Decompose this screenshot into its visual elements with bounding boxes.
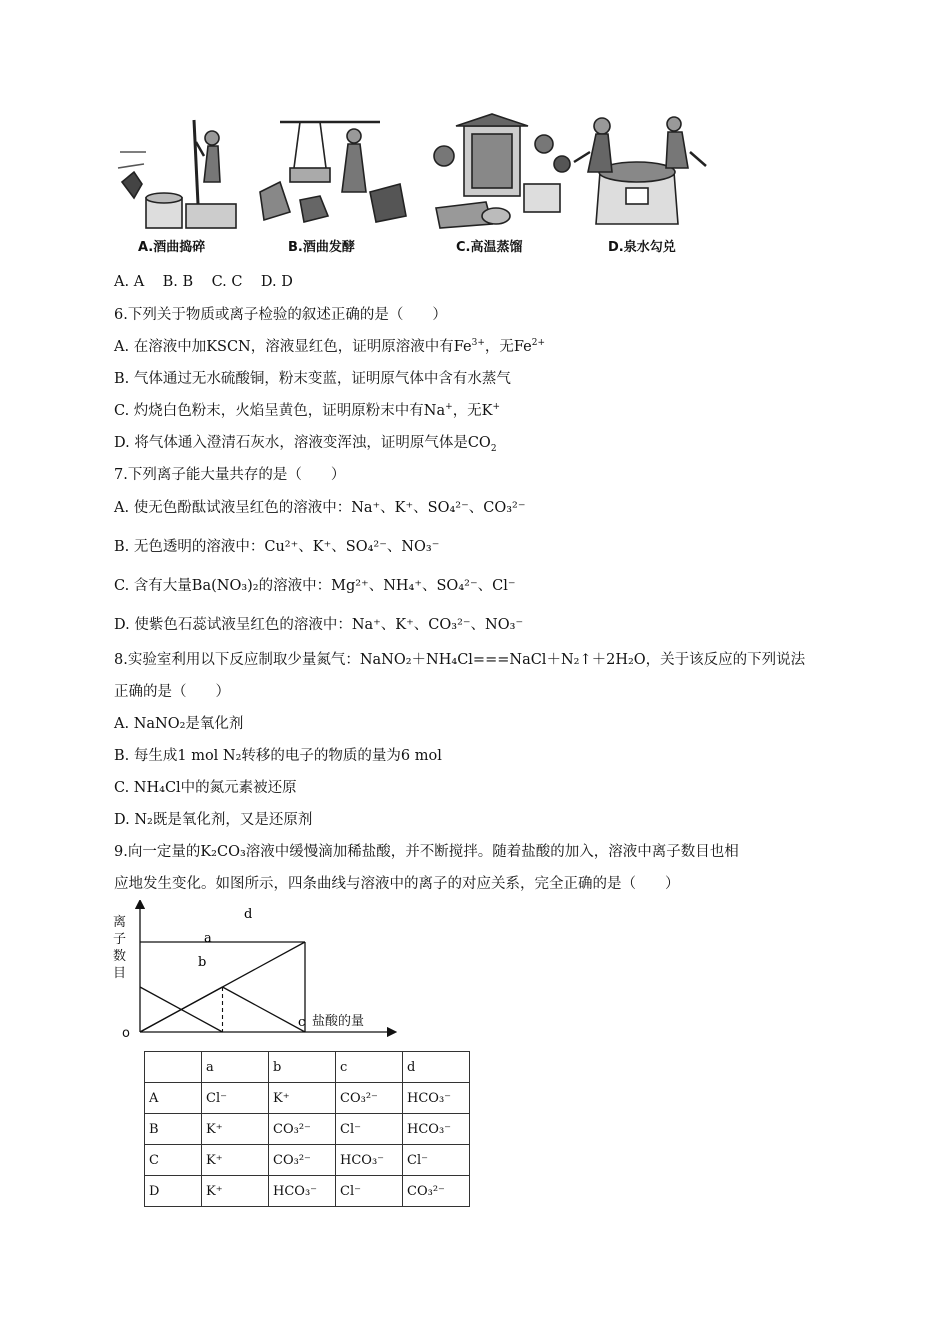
q7-option-c: C. 含有大量Ba(NO₃)₂的溶液中：Mg²⁺、NH₄⁺、SO₄²⁻、Cl⁻	[114, 578, 516, 594]
blending-scene-icon	[570, 112, 710, 234]
illustration-caption-a: A.酒曲捣碎	[138, 240, 206, 255]
table-row	[145, 1114, 470, 1145]
q7-option-a: A. 使无色酚酞试液呈红色的溶液中：Na⁺、K⁺、SO₄²⁻、CO₃²⁻	[114, 500, 526, 516]
x-axis-label: 盐酸的量	[312, 1014, 365, 1029]
q9-stem-line1: 9.向一定量的K₂CO₃溶液中缓慢滴加稀盐酸，并不断搅拌。随着盐酸的加入，溶液中离子数目也相	[114, 844, 739, 860]
series-layer	[140, 942, 305, 1032]
table-row	[145, 1083, 470, 1114]
q8-option-c: C. NH₄Cl中的氮元素被还原	[114, 780, 297, 796]
table-cell: Cl⁻	[336, 1176, 403, 1207]
q8-option-b: B. 每生成1 mol N₂转移的电子的物质的量为6 mol	[114, 748, 442, 764]
q8-stem-line2: 正确的是（ ）	[114, 684, 230, 700]
answer-table-body	[145, 1052, 470, 1207]
table-cell: b	[269, 1052, 336, 1083]
q6-a-text: A. 在溶液中加KSCN，溶液显红色，证明原溶液中有Fe	[114, 339, 472, 355]
pounding-scene-icon	[116, 112, 246, 234]
label-layer	[198, 907, 305, 1030]
q7-option-d: D. 使紫色石蕊试液呈红色的溶液中：Na⁺、K⁺、CO₃²⁻、NO₃⁻	[114, 617, 524, 633]
table-cell: CO₃²⁻	[269, 1114, 336, 1145]
q6-stem: 6.下列关于物质或离子检验的叙述正确的是（ ）	[114, 307, 447, 323]
table-cell: HCO₃⁻	[403, 1083, 470, 1114]
table-cell: HCO₃⁻	[269, 1176, 336, 1207]
ion-count-chart	[110, 900, 410, 1042]
series-line-c	[223, 987, 306, 1032]
q8-option-a: A. NaNO₂是氧化剂	[114, 716, 244, 732]
table-cell: K⁺	[269, 1083, 336, 1114]
table-cell: C	[145, 1145, 202, 1176]
q6-d-text: D. 将气体通入澄清石灰水，溶液变浑浊，证明原气体是CO	[114, 435, 491, 451]
table-cell: A	[145, 1083, 202, 1114]
distillation-scene-icon	[426, 112, 576, 234]
q6-a-sup1: 3+	[471, 338, 485, 349]
fermentation-scene-icon	[250, 112, 410, 234]
q6-option-c	[114, 401, 500, 421]
table-cell: c	[336, 1052, 403, 1083]
table-cell: Cl⁻	[403, 1145, 470, 1176]
q6-c-sup2: +	[492, 402, 501, 413]
q7-option-b: B. 无色透明的溶液中：Cu²⁺、K⁺、SO₄²⁻、NO₃⁻	[114, 539, 440, 555]
table-cell: K⁺	[202, 1114, 269, 1145]
origin-label: o	[122, 1026, 130, 1041]
table-cell	[145, 1052, 202, 1083]
series-label-d: d	[244, 907, 253, 922]
q6-a-mid: ，无Fe	[484, 339, 532, 355]
q6-d-sub: 2	[490, 443, 497, 454]
table-cell: HCO₃⁻	[336, 1145, 403, 1176]
series-label-a: a	[204, 931, 212, 946]
q9-stem-line2: 应地发生变化。如图所示，四条曲线与溶液中的离子的对应关系，完全正确的是（ ）	[114, 876, 680, 892]
illustration-caption-d: D.泉水勾兑	[608, 240, 676, 255]
table-cell: CO₃²⁻	[269, 1145, 336, 1176]
table-cell: CO₃²⁻	[336, 1083, 403, 1114]
q5-options: A. A B. B C. C D. D	[114, 274, 293, 290]
q6-c-text: C. 灼烧白色粉末，火焰呈黄色，证明原粉末中有Na	[114, 403, 446, 419]
table-cell: K⁺	[202, 1145, 269, 1176]
q6-option-b: B. 气体通过无水硫酸铜，粉末变蓝，证明原气体中含有水蒸气	[114, 371, 511, 387]
table-cell: D	[145, 1176, 202, 1207]
q6-option-d	[114, 433, 497, 453]
table-cell: HCO₃⁻	[403, 1114, 470, 1145]
table-header-row	[145, 1052, 470, 1083]
series-label-b: b	[198, 955, 207, 970]
illustration-caption-c: C.高温蒸馏	[456, 240, 523, 255]
q7-stem: 7.下列离子能大量共存的是（ ）	[114, 467, 346, 483]
table-cell: Cl⁻	[336, 1114, 403, 1145]
answer-table	[144, 1051, 470, 1207]
table-cell: CO₃²⁻	[403, 1176, 470, 1207]
q6-c-mid: ，无K	[452, 403, 493, 419]
table-cell: d	[403, 1052, 470, 1083]
illustration-caption-b: B.酒曲发酵	[288, 240, 355, 255]
series-label-c: c	[298, 1015, 306, 1030]
table-cell: a	[202, 1052, 269, 1083]
q6-a-sup2: 2+	[531, 338, 546, 349]
table-cell: B	[145, 1114, 202, 1145]
y-axis-label: 离子数目	[113, 915, 127, 981]
q8-stem-line1: 8.实验室利用以下反应制取少量氮气：NaNO₂＋NH₄Cl===NaCl＋N₂↑＋2H₂O，关于该反应的下列说法	[114, 652, 806, 668]
table-cell: K⁺	[202, 1176, 269, 1207]
q6-c-sup1: +	[445, 402, 453, 413]
q8-option-d: D. N₂既是氧化剂，又是还原剂	[114, 812, 313, 828]
q6-option-a	[114, 337, 545, 357]
table-row	[145, 1145, 470, 1176]
table-cell: Cl⁻	[202, 1083, 269, 1114]
table-row	[145, 1176, 470, 1207]
